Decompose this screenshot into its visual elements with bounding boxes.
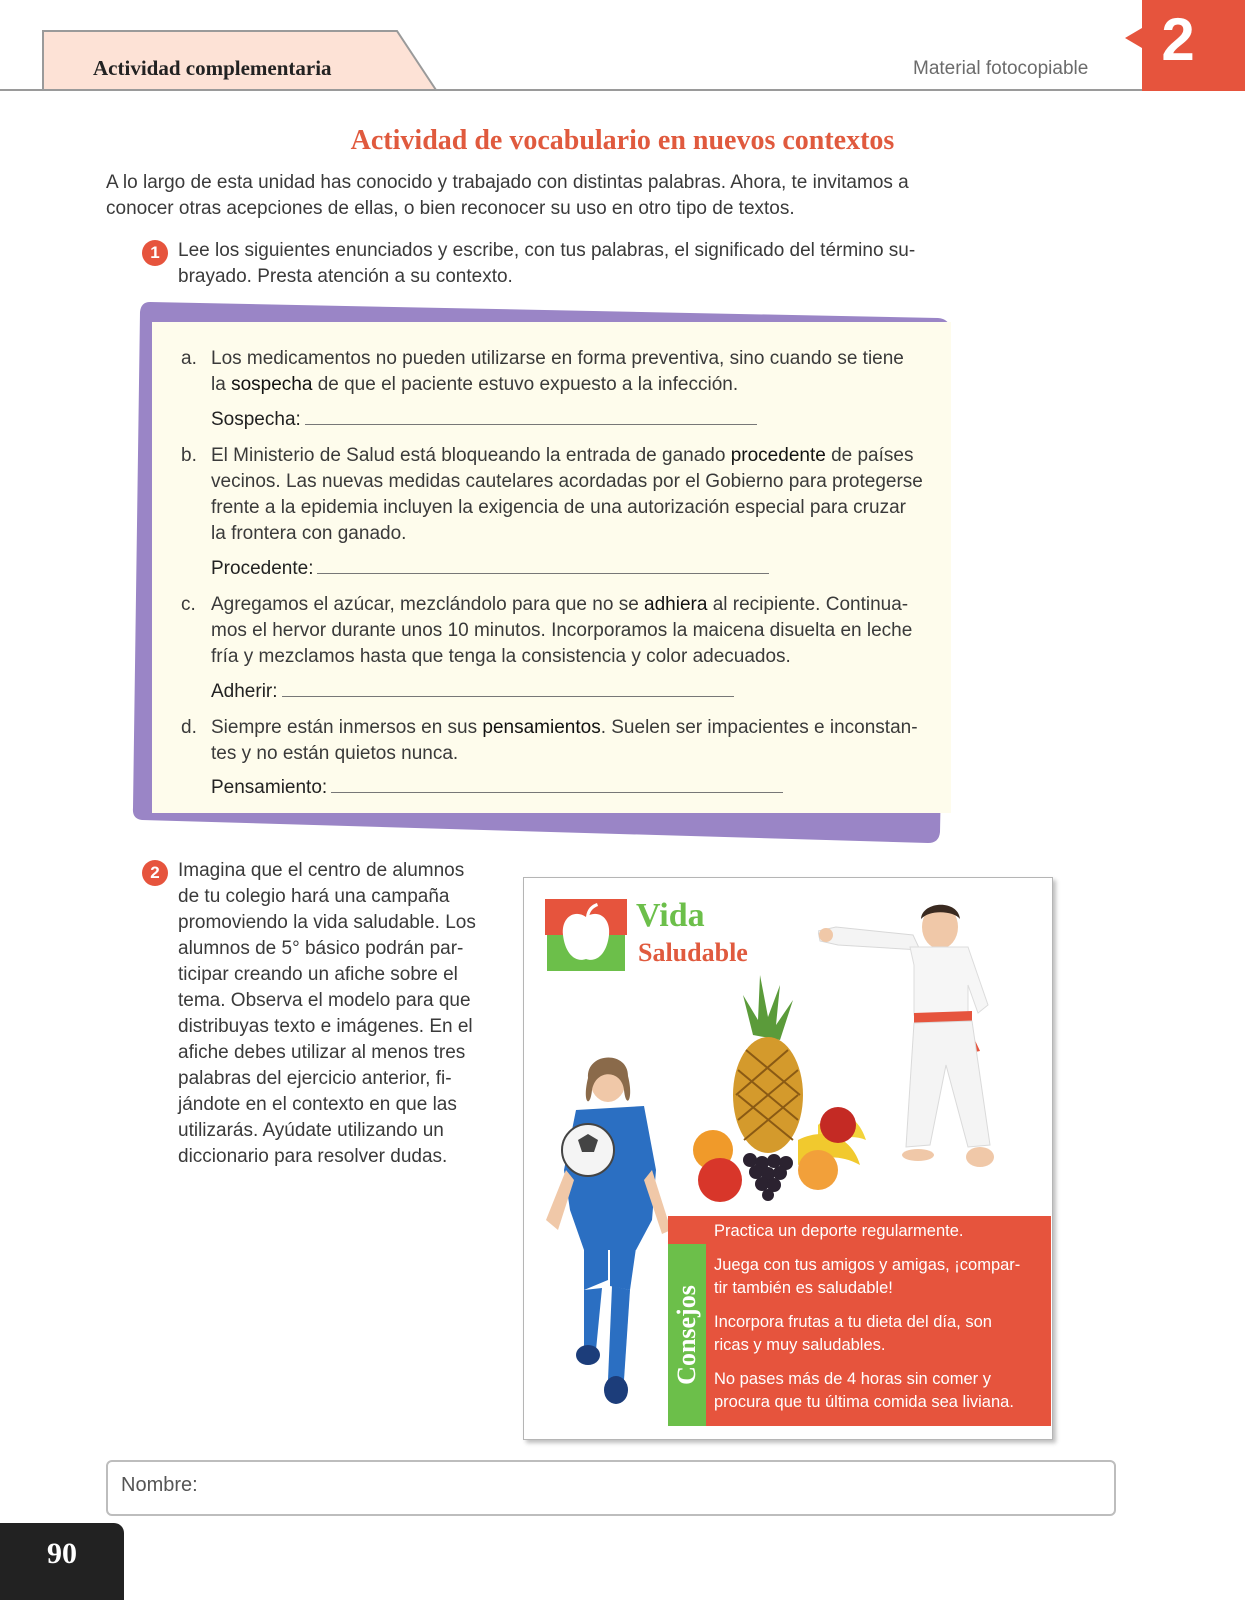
page-number: 90 <box>47 1537 77 1570</box>
consejos-label: Consejos <box>672 1285 701 1385</box>
item-b-line: la frontera con ganado. <box>211 523 407 544</box>
keyword-pensamientos: pensamientos <box>482 717 601 738</box>
intro-line: A lo largo de esta unidad has conocido y trabajado con distintas palabras. Ahora, te invitamos a <box>106 172 909 193</box>
question-2-line: diccionario para resolver dudas. <box>178 1146 448 1167</box>
item-d-line: Siempre están inmersos en sus pensamientos. Suelen ser impacientes e inconstan- <box>211 717 918 738</box>
question-2-line: distribuyas texto e imágenes. En el <box>178 1016 473 1037</box>
answer-sospecha[interactable]: Sospecha: <box>211 406 757 431</box>
answer-line[interactable] <box>305 406 757 425</box>
tip-item: No pases más de 4 horas sin comer y procura que tu última comida sea liviana. <box>714 1370 1014 1411</box>
tip-item: Practica un deporte regularmente. <box>714 1222 964 1240</box>
unit-number: 2 <box>1161 6 1195 73</box>
item-a-letter: a. <box>181 348 197 369</box>
name-field[interactable] <box>106 1460 1116 1516</box>
page-title: Actividad de vocabulario en nuevos contextos <box>350 125 895 156</box>
keyword-sospecha: sospecha <box>231 374 313 395</box>
question-2-line: tema. Observa el modelo para que <box>178 990 471 1011</box>
keyword-adhiera: adhiera <box>644 594 708 615</box>
answer-line[interactable] <box>282 678 734 697</box>
question-1-number: 1 <box>142 240 168 266</box>
answer-label: Procedente <box>211 558 309 579</box>
intro-line: conocer otras acepciones de ellas, o bien reconocer su uso en otro tipo de textos. <box>106 198 795 219</box>
item-c-letter: c. <box>181 594 196 615</box>
section-label: Actividad complementaria <box>93 56 332 80</box>
question-2-line: palabras del ejercicio anterior, fi- <box>178 1068 452 1089</box>
item-d-letter: d. <box>181 717 197 738</box>
question-2-line: alumnos de 5° básico podrán par- <box>178 938 464 959</box>
tip-item: Incorpora frutas a tu dieta del día, son ricas y muy saludables. <box>714 1313 992 1354</box>
item-b-line: frente a la epidemia incluyen la exigencia de una autorización especial para cruzar <box>211 497 906 518</box>
question-2-line: utilizarás. Ayúdate utilizando un <box>178 1120 444 1141</box>
header-rule <box>0 89 1245 91</box>
soccer-girl-image <box>526 1050 676 1410</box>
answer-pensamiento[interactable]: Pensamiento: <box>211 774 783 799</box>
answer-line[interactable] <box>317 555 769 574</box>
poster-title-saludable: Saludable <box>638 938 748 967</box>
question-2-line: jándote en el contexto en que las <box>178 1094 457 1115</box>
question-2-text <box>178 858 498 1170</box>
item-b-line: El Ministerio de Salud está bloqueando la entrada de ganado procedente de países <box>211 445 914 466</box>
question-1-line: Lee los siguientes enunciados y escribe, con tus palabras, el significado del término su- <box>178 240 916 261</box>
item-c-line: fría y mezclamos hasta que tenga la consistencia y color adecuados. <box>211 646 791 667</box>
question-2-line: afiche debes utilizar al menos tres <box>178 1042 466 1063</box>
apple-logo-icon <box>545 895 629 977</box>
item-c-line: Agregamos el azúcar, mezclándolo para que no se adhiera al recipiente. Continua- <box>211 594 909 615</box>
answer-procedente[interactable]: Procedente: <box>211 555 769 580</box>
answer-label: Pensamiento <box>211 777 322 798</box>
keyword-procedente: procedente <box>730 445 826 466</box>
item-c-line: mos el hervor durante unos 10 minutos. Incorporamos la maicena disuelta en leche <box>211 620 913 641</box>
name-label: Nombre: <box>121 1474 198 1496</box>
fruits-image <box>688 975 878 1205</box>
item-b-line: vecinos. Las nuevas medidas cautelares acordadas por el Gobierno para protegerse <box>211 471 923 492</box>
answer-label: Sospecha <box>211 409 296 430</box>
question-2-line: Imagina que el centro de alumnos <box>178 860 465 881</box>
question-2-line: ticipar creando un afiche sobre el <box>178 964 458 985</box>
question-2-line: promoviendo la vida saludable. Los <box>178 912 476 933</box>
poster-title-vida: Vida <box>636 897 705 934</box>
answer-label: Adherir <box>211 681 273 702</box>
material-label: Material fotocopiable <box>913 58 1089 79</box>
answer-adherir[interactable]: Adherir: <box>211 678 734 703</box>
item-a-line: Los medicamentos no pueden utilizarse en forma preventiva, sino cuando se tiene <box>211 348 904 369</box>
item-d-line: tes y no están quietos nunca. <box>211 743 459 764</box>
intro-paragraph <box>106 170 966 222</box>
question-2-number: 2 <box>142 860 168 886</box>
question-1-text <box>178 238 968 290</box>
tip-item: Juega con tus amigos y amigas, ¡compar- tir también es saludable! <box>714 1256 1021 1297</box>
question-1-line: brayado. Presta atención a su contexto. <box>178 266 513 287</box>
question-2-line: de tu colegio hará una campaña <box>178 886 450 907</box>
item-b-letter: b. <box>181 445 197 466</box>
answer-line[interactable] <box>331 774 783 793</box>
item-a-line: la sospecha de que el paciente estuvo expuesto a la infección. <box>211 374 739 395</box>
